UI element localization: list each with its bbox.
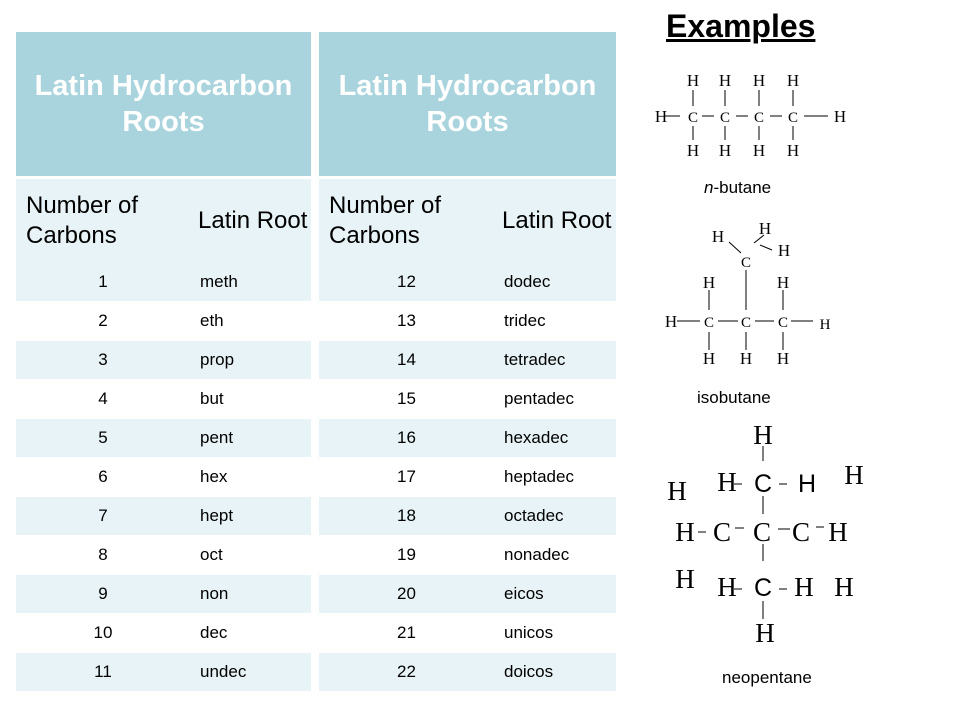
table-row [16,419,311,458]
table-title: Latin Hydrocarbon Roots [16,32,311,178]
atom-c: C [753,470,773,498]
atom-h: H [654,107,668,126]
atom-h: H [711,227,725,246]
table-row [319,458,616,497]
atom-h: H [686,71,700,90]
atom-c: C [687,110,699,126]
atom-h: H [828,517,848,547]
table-row [16,536,311,575]
table-row [319,497,616,536]
atom-c: C [791,517,811,547]
carbon-count: 22 [319,653,494,692]
table-row [16,341,311,380]
latin-root: undec [190,653,311,692]
latin-root: tridec [494,302,616,341]
n-butane-structure [640,62,870,162]
table-row [16,575,311,614]
atom-h: H [702,273,716,292]
roots-table-2 [319,32,616,692]
neopentane-caption: neopentane [722,668,812,687]
carbon-count: 16 [319,419,494,458]
atom-c: C [752,517,772,547]
atom-h: H [753,420,773,450]
atom-h: H [752,71,766,90]
table-row [319,653,616,692]
atom-h: H [702,349,716,368]
atom-c: C [753,574,773,602]
carbon-count: 12 [319,263,494,302]
carbon-count: 3 [16,341,190,380]
n-butane-caption [704,178,771,198]
table-row [16,263,311,302]
latin-root: pentadec [494,380,616,419]
latin-root: eth [190,302,311,341]
column-header-number-of-carbons: Number of Carbons [319,178,494,264]
table-row [319,341,616,380]
latin-root: hept [190,497,311,536]
carbon-count: 17 [319,458,494,497]
latin-root: pent [190,419,311,458]
table-row [16,653,311,692]
atom-h: H [797,470,817,498]
atom-h: H [752,141,766,160]
atom-c: C [787,110,799,126]
atom-c: C [719,110,731,126]
column-header-latin-root: Latin Root [494,178,616,264]
carbon-count: 21 [319,614,494,653]
n-prefix: n [704,178,714,197]
atom-c: C [703,315,715,331]
atom-h: H [717,572,737,602]
butane-suffix: -butane [713,178,772,197]
latin-root: non [190,575,311,614]
latin-root: octadec [494,497,616,536]
isobutane-caption: isobutane [697,388,771,407]
latin-root: nonadec [494,536,616,575]
latin-root: meth [190,263,311,302]
table-title: Latin Hydrocarbon Roots [319,32,616,178]
column-header-number-of-carbons: Number of Carbons [16,178,190,264]
latin-root: hex [190,458,311,497]
table-row [319,302,616,341]
atom-c: C [740,255,752,271]
atom-h: H [844,460,864,490]
atom-c: C [740,315,752,331]
carbon-count: 1 [16,263,190,302]
examples-title: Examples [666,8,816,44]
atom-h: H [717,467,737,497]
carbon-count: 11 [16,653,190,692]
carbon-count: 14 [319,341,494,380]
carbon-count: 2 [16,302,190,341]
latin-root: unicos [494,614,616,653]
atom-h: H [758,219,772,238]
column-header-latin-root: Latin Root [190,178,311,264]
table-row [319,263,616,302]
latin-root: heptadec [494,458,616,497]
latin-root: but [190,380,311,419]
atom-h: H [786,71,800,90]
atom-h: H [794,572,814,602]
atom-h: H [675,517,695,547]
latin-root: doicos [494,653,616,692]
roots-table-1 [16,32,311,692]
table-row [319,419,616,458]
latin-root: prop [190,341,311,380]
atom-h: H [718,71,732,90]
table-row [319,536,616,575]
atom-h: H [686,141,700,160]
atom-h: H [833,107,847,126]
latin-root: hexadec [494,419,616,458]
atom-h: H [786,141,800,160]
carbon-count: 5 [16,419,190,458]
atom-h: H [718,141,732,160]
table-row [16,302,311,341]
table-row [319,575,616,614]
carbon-count: 19 [319,536,494,575]
atom-h: H [664,312,678,331]
atom-h: H [675,564,695,594]
atom-c: C [753,110,765,126]
latin-root: eicos [494,575,616,614]
table-row [16,497,311,536]
latin-root: dodec [494,263,616,302]
table-row [16,458,311,497]
atom-h: H [819,317,831,333]
atom-h: H [834,572,854,602]
atom-c: C [712,517,732,547]
carbon-count: 20 [319,575,494,614]
carbon-count: 15 [319,380,494,419]
atom-h: H [776,349,790,368]
latin-root: oct [190,536,311,575]
carbon-count: 13 [319,302,494,341]
atom-h: H [776,273,790,292]
isobutane-structure [650,212,850,372]
carbon-count: 10 [16,614,190,653]
table-row [319,614,616,653]
latin-root: tetradec [494,341,616,380]
carbon-count: 6 [16,458,190,497]
atom-c: C [777,315,789,331]
carbon-count: 9 [16,575,190,614]
table-row [16,380,311,419]
carbon-count: 7 [16,497,190,536]
carbon-count: 8 [16,536,190,575]
atom-h: H [739,349,753,368]
table-row [16,614,311,653]
latin-root: dec [190,614,311,653]
neopentane-structure [650,414,870,654]
carbon-count: 18 [319,497,494,536]
atom-h: H [667,476,687,506]
atom-h: H [777,241,791,260]
carbon-count: 4 [16,380,190,419]
atom-h: H [755,618,775,648]
table-row [319,380,616,419]
